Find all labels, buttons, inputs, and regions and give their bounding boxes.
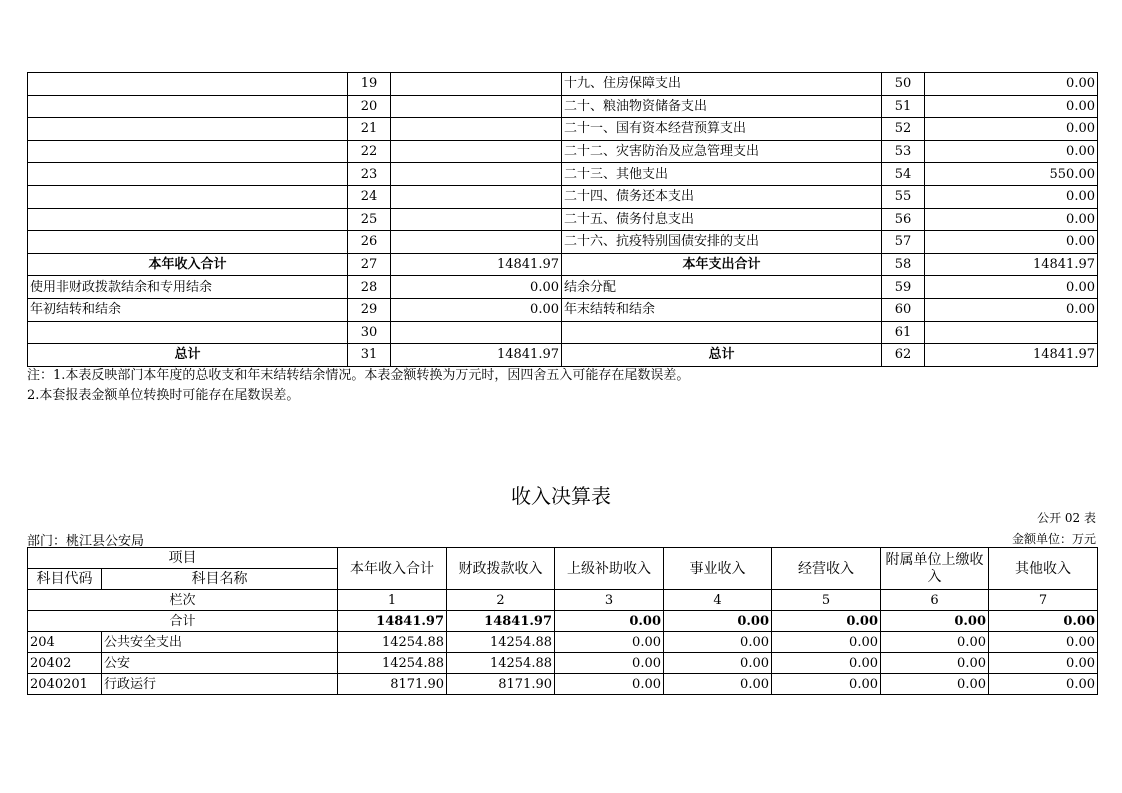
subject-code: 204 bbox=[28, 632, 102, 653]
table-row bbox=[28, 231, 1098, 254]
footnote-line-1: 注：1.本表反映部门本年度的总收支和年末结转结余情况。本表金额转换为万元时，因四舍五入可能存在尾数误差。 bbox=[27, 368, 690, 383]
income-line-number: 22 bbox=[348, 140, 391, 163]
amount-cell: 0.00 bbox=[555, 653, 664, 674]
income-statement-table bbox=[27, 547, 1098, 695]
income-amount bbox=[391, 321, 562, 344]
table-row bbox=[28, 95, 1098, 118]
income-item-label bbox=[28, 73, 348, 96]
expense-item-label: 二十一、国有资本经营预算支出 bbox=[562, 118, 882, 141]
income-amount: 14841.97 bbox=[391, 253, 562, 276]
page-title: 收入决算表 bbox=[511, 484, 611, 508]
table-row bbox=[28, 185, 1098, 208]
header-row bbox=[28, 548, 1098, 569]
amount-cell: 14254.88 bbox=[338, 653, 447, 674]
expense-amount: 0.00 bbox=[925, 276, 1098, 299]
total-value: 0.00 bbox=[989, 611, 1098, 632]
amount-cell: 0.00 bbox=[881, 653, 989, 674]
expense-amount: 0.00 bbox=[925, 140, 1098, 163]
expense-line-number: 59 bbox=[882, 276, 925, 299]
amount-cell: 0.00 bbox=[664, 674, 772, 695]
column-number: 6 bbox=[881, 590, 989, 611]
total-value: 0.00 bbox=[881, 611, 989, 632]
amount-cell: 0.00 bbox=[989, 653, 1098, 674]
expense-item-label: 年末结转和结余 bbox=[562, 298, 882, 321]
expense-line-number: 52 bbox=[882, 118, 925, 141]
column-number: 4 bbox=[664, 590, 772, 611]
expense-line-number: 51 bbox=[882, 95, 925, 118]
expense-line-number: 60 bbox=[882, 298, 925, 321]
expense-amount: 0.00 bbox=[925, 73, 1098, 96]
expense-item-label: 二十四、债务还本支出 bbox=[562, 185, 882, 208]
column-number: 5 bbox=[772, 590, 881, 611]
table-row bbox=[28, 632, 1098, 653]
column-number: 2 bbox=[447, 590, 555, 611]
header-other-income: 其他收入 bbox=[989, 548, 1098, 590]
header-subordinate-income: 附属单位上缴收入 bbox=[881, 548, 989, 590]
header-item: 项目 bbox=[28, 548, 338, 569]
total-value: 0.00 bbox=[772, 611, 881, 632]
income-amount bbox=[391, 118, 562, 141]
header-superior-subsidy: 上级补助收入 bbox=[555, 548, 664, 590]
expense-line-number: 62 bbox=[882, 344, 925, 367]
header-subject-code: 科目代码 bbox=[28, 569, 102, 590]
header-business-income: 事业收入 bbox=[664, 548, 772, 590]
subject-code: 20402 bbox=[28, 653, 102, 674]
column-number: 7 bbox=[989, 590, 1098, 611]
amount-cell: 0.00 bbox=[555, 674, 664, 695]
income-amount: 0.00 bbox=[391, 276, 562, 299]
income-expense-summary-table bbox=[27, 72, 1098, 367]
income-line-number: 31 bbox=[348, 344, 391, 367]
expense-amount: 0.00 bbox=[925, 185, 1098, 208]
income-item-label bbox=[28, 140, 348, 163]
income-line-number: 28 bbox=[348, 276, 391, 299]
form-code: 公开 02 表 bbox=[1037, 511, 1096, 525]
expense-line-number: 61 bbox=[882, 321, 925, 344]
expense-item-label: 二十六、抗疫特别国债安排的支出 bbox=[562, 231, 882, 254]
income-total-label: 总计 bbox=[28, 344, 348, 367]
expense-item-label: 结余分配 bbox=[562, 276, 882, 299]
amount-cell: 8171.90 bbox=[338, 674, 447, 695]
expense-total-label: 总计 bbox=[562, 344, 882, 367]
expense-item-label: 二十三、其他支出 bbox=[562, 163, 882, 186]
income-line-number: 27 bbox=[348, 253, 391, 276]
income-amount bbox=[391, 208, 562, 231]
header-subject-name: 科目名称 bbox=[102, 569, 338, 590]
income-line-number: 26 bbox=[348, 231, 391, 254]
amount-cell: 0.00 bbox=[989, 674, 1098, 695]
table-row-subtotal bbox=[28, 253, 1098, 276]
lanci-label: 栏次 bbox=[28, 590, 338, 611]
income-item-label bbox=[28, 185, 348, 208]
amount-cell: 0.00 bbox=[555, 632, 664, 653]
income-line-number: 24 bbox=[348, 185, 391, 208]
income-line-number: 30 bbox=[348, 321, 391, 344]
amount-cell: 0.00 bbox=[772, 632, 881, 653]
expense-amount: 0.00 bbox=[925, 95, 1098, 118]
header-operating-income: 经营收入 bbox=[772, 548, 881, 590]
total-value: 0.00 bbox=[664, 611, 772, 632]
expense-subtotal-label: 本年支出合计 bbox=[562, 253, 882, 276]
expense-line-number: 54 bbox=[882, 163, 925, 186]
column-number: 3 bbox=[555, 590, 664, 611]
footnote-line-2: 2.本套报表金额单位转换时可能存在尾数误差。 bbox=[27, 388, 300, 403]
table-row bbox=[28, 276, 1098, 299]
subject-name: 行政运行 bbox=[102, 674, 338, 695]
amount-cell: 0.00 bbox=[664, 653, 772, 674]
table-row bbox=[28, 321, 1098, 344]
expense-item-label: 二十二、灾害防治及应急管理支出 bbox=[562, 140, 882, 163]
amount-cell: 0.00 bbox=[989, 632, 1098, 653]
amount-cell: 8171.90 bbox=[447, 674, 555, 695]
income-amount bbox=[391, 231, 562, 254]
expense-line-number: 55 bbox=[882, 185, 925, 208]
expense-amount: 14841.97 bbox=[925, 253, 1098, 276]
income-line-number: 21 bbox=[348, 118, 391, 141]
income-line-number: 19 bbox=[348, 73, 391, 96]
income-item-label bbox=[28, 231, 348, 254]
amount-cell: 0.00 bbox=[881, 632, 989, 653]
income-line-number: 23 bbox=[348, 163, 391, 186]
table-row bbox=[28, 163, 1098, 186]
column-number-row bbox=[28, 590, 1098, 611]
department-label: 部门：桃江县公安局 bbox=[27, 534, 145, 549]
income-item-label bbox=[28, 208, 348, 231]
table-row-total bbox=[28, 344, 1098, 367]
table-row bbox=[28, 73, 1098, 96]
amount-cell: 0.00 bbox=[772, 674, 881, 695]
amount-cell: 14254.88 bbox=[447, 632, 555, 653]
income-line-number: 25 bbox=[348, 208, 391, 231]
expense-amount bbox=[925, 321, 1098, 344]
expense-amount: 0.00 bbox=[925, 298, 1098, 321]
income-line-number: 29 bbox=[348, 298, 391, 321]
income-line-number: 20 bbox=[348, 95, 391, 118]
expense-item-label: 二十、粮油物资储备支出 bbox=[562, 95, 882, 118]
income-item-label: 年初结转和结余 bbox=[28, 298, 348, 321]
expense-amount: 14841.97 bbox=[925, 344, 1098, 367]
table-row bbox=[28, 118, 1098, 141]
expense-line-number: 50 bbox=[882, 73, 925, 96]
total-value: 14841.97 bbox=[338, 611, 447, 632]
income-amount bbox=[391, 73, 562, 96]
income-item-label bbox=[28, 163, 348, 186]
table-row bbox=[28, 140, 1098, 163]
subject-code: 2040201 bbox=[28, 674, 102, 695]
header-total-income: 本年收入合计 bbox=[338, 548, 447, 590]
income-amount bbox=[391, 163, 562, 186]
expense-line-number: 57 bbox=[882, 231, 925, 254]
amount-unit-label: 金额单位：万元 bbox=[1011, 532, 1096, 546]
table-row bbox=[28, 653, 1098, 674]
table-row bbox=[28, 674, 1098, 695]
amount-cell: 14254.88 bbox=[338, 632, 447, 653]
amount-cell: 14254.88 bbox=[447, 653, 555, 674]
subject-name: 公共安全支出 bbox=[102, 632, 338, 653]
amount-cell: 0.00 bbox=[881, 674, 989, 695]
income-subtotal-label: 本年收入合计 bbox=[28, 253, 348, 276]
total-label: 合计 bbox=[28, 611, 338, 632]
expense-amount: 0.00 bbox=[925, 118, 1098, 141]
expense-amount: 0.00 bbox=[925, 208, 1098, 231]
total-value: 14841.97 bbox=[447, 611, 555, 632]
total-row bbox=[28, 611, 1098, 632]
income-item-label: 使用非财政拨款结余和专用结余 bbox=[28, 276, 348, 299]
income-amount bbox=[391, 95, 562, 118]
income-item-label bbox=[28, 118, 348, 141]
expense-item-label: 二十五、债务付息支出 bbox=[562, 208, 882, 231]
expense-line-number: 58 bbox=[882, 253, 925, 276]
table-row bbox=[28, 298, 1098, 321]
total-value: 0.00 bbox=[555, 611, 664, 632]
expense-item-label bbox=[562, 321, 882, 344]
expense-line-number: 53 bbox=[882, 140, 925, 163]
income-amount bbox=[391, 185, 562, 208]
expense-amount: 0.00 bbox=[925, 231, 1098, 254]
expense-item-label: 十九、住房保障支出 bbox=[562, 73, 882, 96]
subject-name: 公安 bbox=[102, 653, 338, 674]
income-amount bbox=[391, 140, 562, 163]
amount-cell: 0.00 bbox=[772, 653, 881, 674]
income-item-label bbox=[28, 321, 348, 344]
column-number: 1 bbox=[338, 590, 447, 611]
expense-amount: 550.00 bbox=[925, 163, 1098, 186]
amount-cell: 0.00 bbox=[664, 632, 772, 653]
expense-line-number: 56 bbox=[882, 208, 925, 231]
income-item-label bbox=[28, 95, 348, 118]
income-amount: 0.00 bbox=[391, 298, 562, 321]
income-amount: 14841.97 bbox=[391, 344, 562, 367]
header-fiscal-appropriation: 财政拨款收入 bbox=[447, 548, 555, 590]
table-row bbox=[28, 208, 1098, 231]
